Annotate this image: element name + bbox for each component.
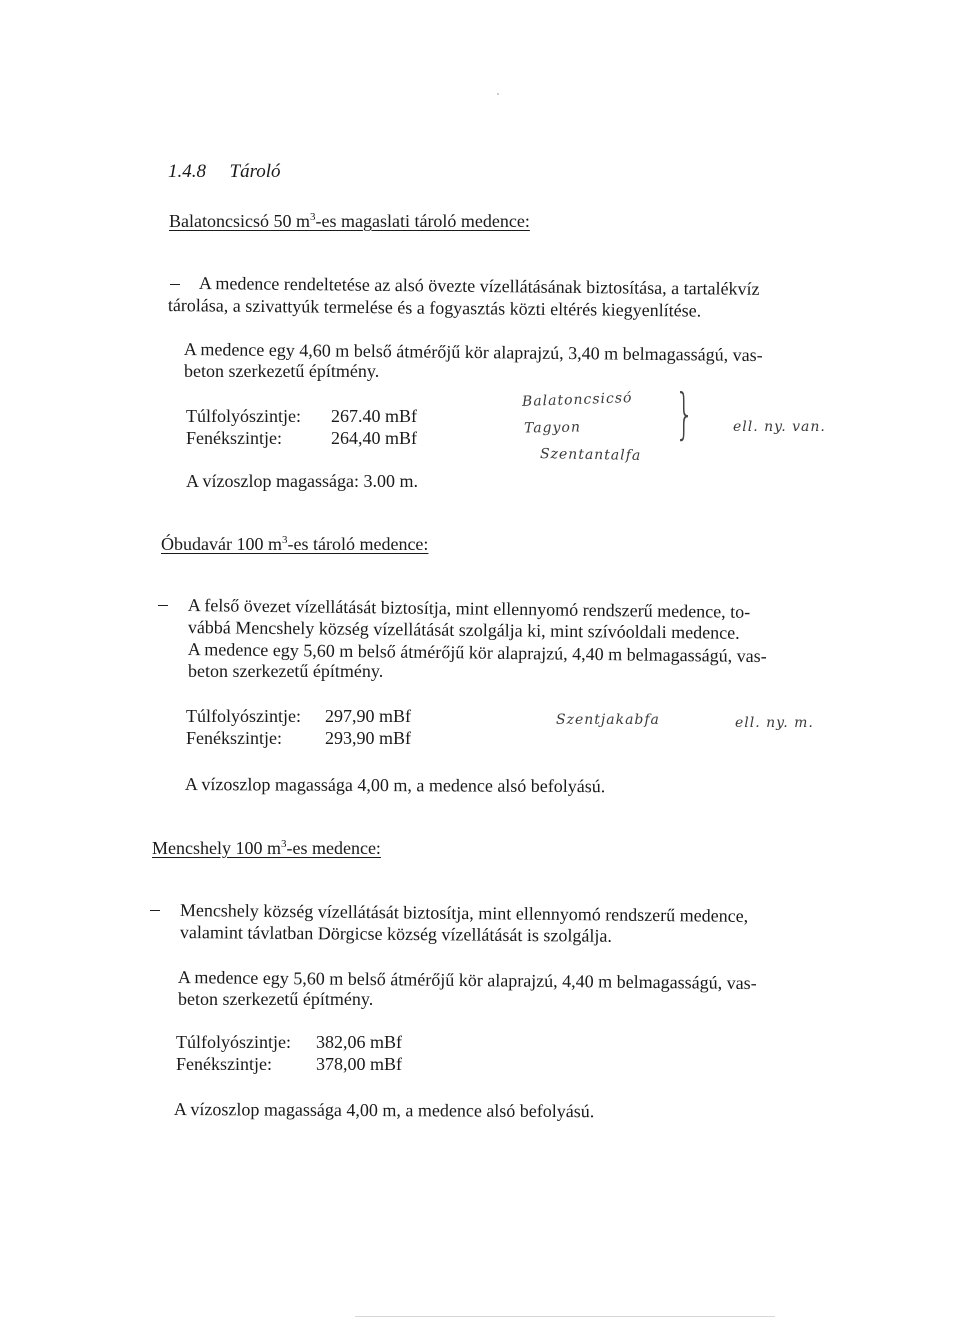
mencshely-overflow-label: Túlfolyószintje: [176,1032,291,1052]
obudavar-overflow-label: Túlfolyószintje: [186,706,301,726]
heading-text-suffix: -es medence: [286,838,381,858]
balatoncsicso-overflow-value: 267.40 mBf [331,406,418,426]
heading-superscript: 3 [309,211,316,223]
mencshely-bottom-label: Fenékszintje: [176,1054,272,1074]
mencshely-bullet-line1: Mencshely község vízellátását biztosítja, mint ellennyomó rendszerű medence, [179,899,749,926]
obudavar-water-column: A vízoszlop magassága 4,00 m, a medence alsó befolyású. [184,774,606,797]
mencshely-water-column: A vízoszlop magassága 4,00 m, a medence alsó befolyású. [173,1099,595,1122]
bullet-dash [170,284,180,285]
obudavar-overflow-value: 297,90 mBf [325,706,412,726]
mencshely-desc-line1: A medence egy 5,60 m belső átmérőjű kör alaprajzú, 4,40 m belmagasságú, vas- [177,966,757,994]
obudavar-desc-line1: A medence egy 5,60 m belső átmérőjű kör alaprajzú, 4,40 m belmagasságú, vas- [187,638,767,667]
balatoncsicso-desc-line2: beton szerkezetű építmény. [184,361,380,381]
heading-text: Óbudavár 100 m [161,534,282,554]
handwritten-note-balatoncsicso: Balatoncsicsó [521,390,633,410]
section-heading [168,161,281,183]
handwritten-note-szentjakabfa: Szentjakabfa [556,712,660,728]
balatoncsicso-bullet-line2: tárolása, a szivattyúk termelése és a fogyasztás közti eltérés kiegyenlítése. [167,294,702,321]
obudavar-heading [161,529,428,555]
scan-edge-line [355,1316,775,1317]
balatoncsicso-overflow-label: Túlfolyószintje: [186,406,301,426]
balatoncsicso-bottom-value: 264,40 mBf [331,428,418,448]
section-title: Tároló [229,161,281,182]
heading-superscript: 3 [281,534,288,546]
balatoncsicso-heading [169,206,530,232]
mencshely-bottom-value: 378,00 mBf [316,1054,403,1074]
mencshely-desc-line2: beton szerkezetű építmény. [178,989,374,1009]
balatoncsicso-bottom-label: Fenékszintje: [186,428,282,448]
handwritten-brace-icon: } [675,384,695,447]
obudavar-desc-line2: beton szerkezetű építmény. [188,661,384,681]
bullet-dash [158,605,168,606]
balatoncsicso-desc-line1: A medence egy 4,60 m belső átmérőjű kör alaprajzú, 3,40 m belmagasságú, vas- [183,338,763,366]
heading-text: Balatoncsicsó 50 m [169,211,310,231]
balatoncsicso-bullet-line1: A medence rendeltetése az alsó övezte vízellátásának biztosítása, a tartalékvíz [198,272,760,299]
obudavar-bullet-line1: A felső övezet vízellátását biztosítja, mint ellennyomó rendszerű medence, to- [187,594,751,622]
heading-superscript: 3 [280,838,287,850]
obudavar-bullet-line2: vábbá Mencshely község vízellátását szolgálja ki, mint szívóoldali medence. [187,616,740,643]
handwritten-note-tagyon: Tagyon [523,419,582,437]
handwritten-note-right: ell. ny. van. [733,419,826,435]
mencshely-heading [152,833,381,859]
handwritten-note-right: ell. ny. m. [735,715,814,731]
obudavar-bottom-label: Fenékszintje: [186,728,282,748]
mencshely-bullet-line2: valamint távlatban Dörgicse község vízellátását is szolgálja. [179,921,613,946]
mencshely-overflow-value: 382,06 mBf [316,1032,403,1052]
heading-text-suffix: -es magaslati tároló medence: [315,211,530,231]
scan-speck [497,93,499,95]
balatoncsicso-water-column: A vízoszlop magassága: 3.00 m. [186,471,418,491]
bullet-dash [150,910,160,911]
handwritten-note-szentantalfa: Szentantalfa [539,446,642,464]
obudavar-bottom-value: 293,90 mBf [325,728,412,748]
heading-text-suffix: -es tároló medence: [287,534,429,554]
section-number: 1.4.8 [168,161,206,182]
heading-text: Mencshely 100 m [152,838,281,858]
